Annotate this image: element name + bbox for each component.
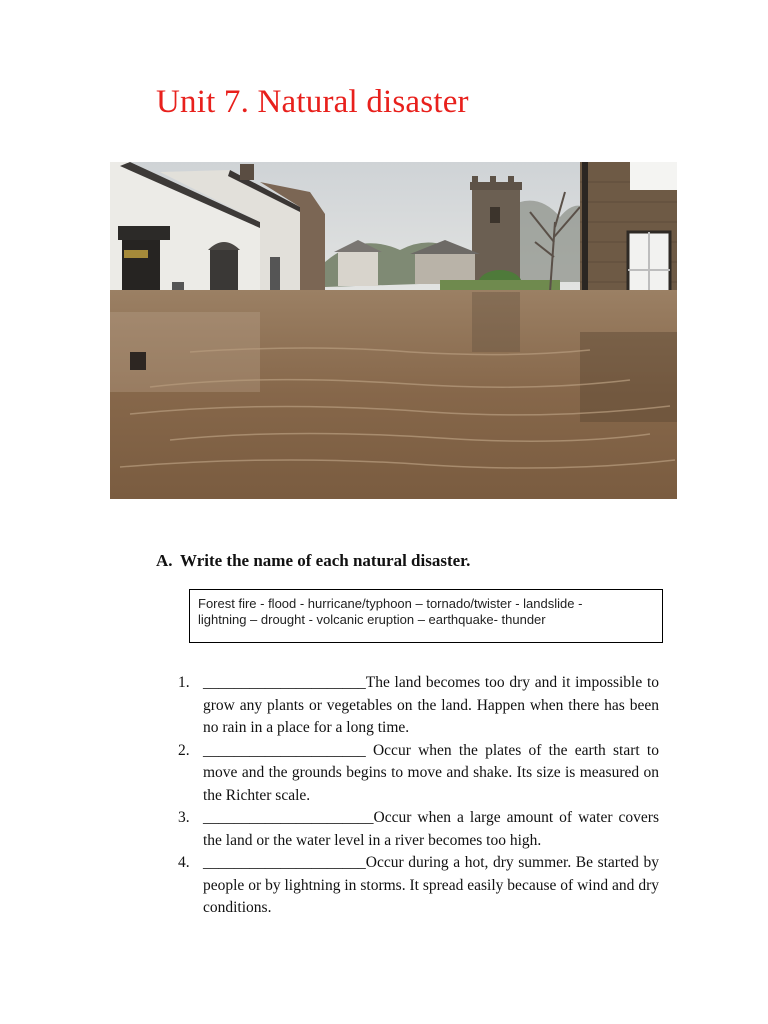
question-item: [156, 807, 659, 852]
page-title: Unit 7. Natural disaster: [156, 84, 469, 120]
question-list: [156, 672, 659, 920]
section-heading: [156, 551, 470, 571]
question-number: 2.: [178, 741, 190, 759]
question-item: [156, 740, 659, 808]
section-heading-text: Write the name of each natural disaster.: [180, 551, 471, 570]
word-bank-line: Forest fire - flood - hurricane/typhoon – tornado/twister - landslide -: [198, 596, 583, 611]
section-marker: A.: [156, 551, 173, 570]
flooded-street-photo: [110, 162, 677, 499]
question-text: _____________________The land becomes too dry and it impossible to grow any plants or vegetables on the land. Happen when there has been no rain in a place for a long time.: [203, 674, 659, 736]
question-item: [156, 672, 659, 740]
question-number: 4.: [178, 854, 190, 871]
word-bank-line: lightning – drought - volcanic eruption – earthquake- thunder: [198, 612, 546, 627]
question-text: _____________________Occur during a hot, dry summer. Be started by people or by lightning in storms. It spread easily because of wind and dry conditions.: [203, 854, 659, 916]
question-text: ______________________Occur when a large amount of water covers the land or the water level in a river becomes too high.: [203, 809, 659, 849]
word-bank-box: [189, 589, 663, 643]
question-number: 1.: [178, 674, 190, 691]
question-text: _____________________ Occur when the plates of the earth start to move and the grounds begins to move and shake. Its size is measured on the Richter scale.: [203, 741, 659, 804]
question-item: [156, 852, 659, 920]
question-number: 3.: [178, 809, 190, 826]
